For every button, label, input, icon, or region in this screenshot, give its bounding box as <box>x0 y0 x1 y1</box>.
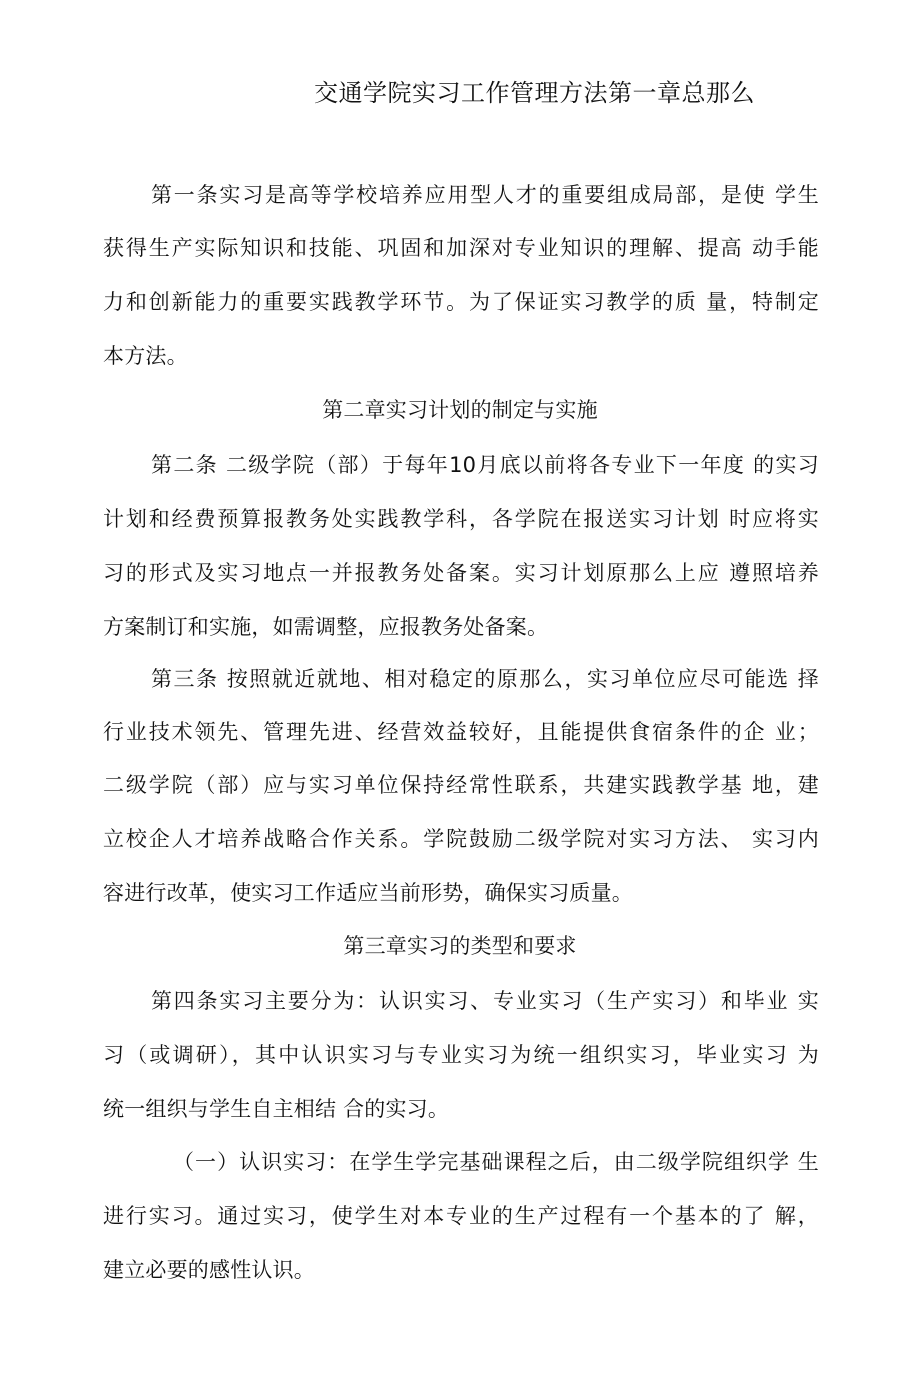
paragraph-line: 进行实习。通过实习，使学生对本专业的生产过程有一个基本的了 解， <box>103 1204 819 1228</box>
paragraph-line: 方案制订和实施，如需调整，应报教务处备案。 <box>103 615 549 639</box>
paragraph-line: 本方法。 <box>103 344 188 368</box>
paragraph-line: 获得生产实际知识和技能、巩固和加深对专业知识的理解、提高 动手能 <box>103 236 819 260</box>
paragraph-line: 力和创新能力的重要实践教学环节。为了保证实习教学的质 量，特制定 <box>103 290 819 314</box>
paragraph-line: 第二条 二级学院（部）于每年10月底以前将各专业下一年度 的实习 <box>151 453 819 477</box>
paragraph-line: 习（或调研），其中认识实习与专业实习为统一组织实习，毕业实习 为 <box>103 1043 819 1067</box>
paragraph-line: 统一组织与学生自主相结 合的实习。 <box>103 1097 450 1121</box>
paragraph-line: 行业技术领先、管理先进、经营效益较好，且能提供食宿条件的企 业； <box>103 720 819 744</box>
chapter-heading: 第三章实习的类型和要求 <box>343 934 577 958</box>
paragraph-line: 第一条实习是高等学校培养应用型人才的重要组成局部，是使 学生 <box>151 183 819 207</box>
paragraph-line: 建立必要的感性认识。 <box>103 1258 315 1282</box>
paragraph-line: 容进行改革，使实习工作适应当前形势，确保实习质量。 <box>103 881 633 905</box>
paragraph-line: 二级学院（部）应与实习单位保持经常性联系，共建实践教学基 地，建 <box>103 773 819 797</box>
paragraph-line: 第三条 按照就近就地、相对稳定的原那么，实习单位应尽可能选 择 <box>151 667 819 691</box>
paragraph-line: （一）认识实习：在学生学完基础课程之后，由二级学院组织学 生 <box>173 1150 819 1174</box>
document-title: 交通学院实习工作管理方法第一章总那么 <box>314 79 755 107</box>
paragraph-line: 第四条实习主要分为：认识实习、专业实习（生产实习）和毕业 实 <box>151 989 819 1013</box>
paragraph-line: 立校企人才培养战略合作关系。学院鼓励二级学院对实习方法、 实习内 <box>103 827 819 851</box>
paragraph-line: 计划和经费预算报教务处实践教学科，各学院在报送实习计划 时应将实 <box>103 507 819 531</box>
chapter-heading: 第二章实习计划的制定与实施 <box>322 398 598 422</box>
paragraph-line: 习的形式及实习地点一并报教务处备案。实习计划原那么上应 遵照培养 <box>103 561 819 585</box>
